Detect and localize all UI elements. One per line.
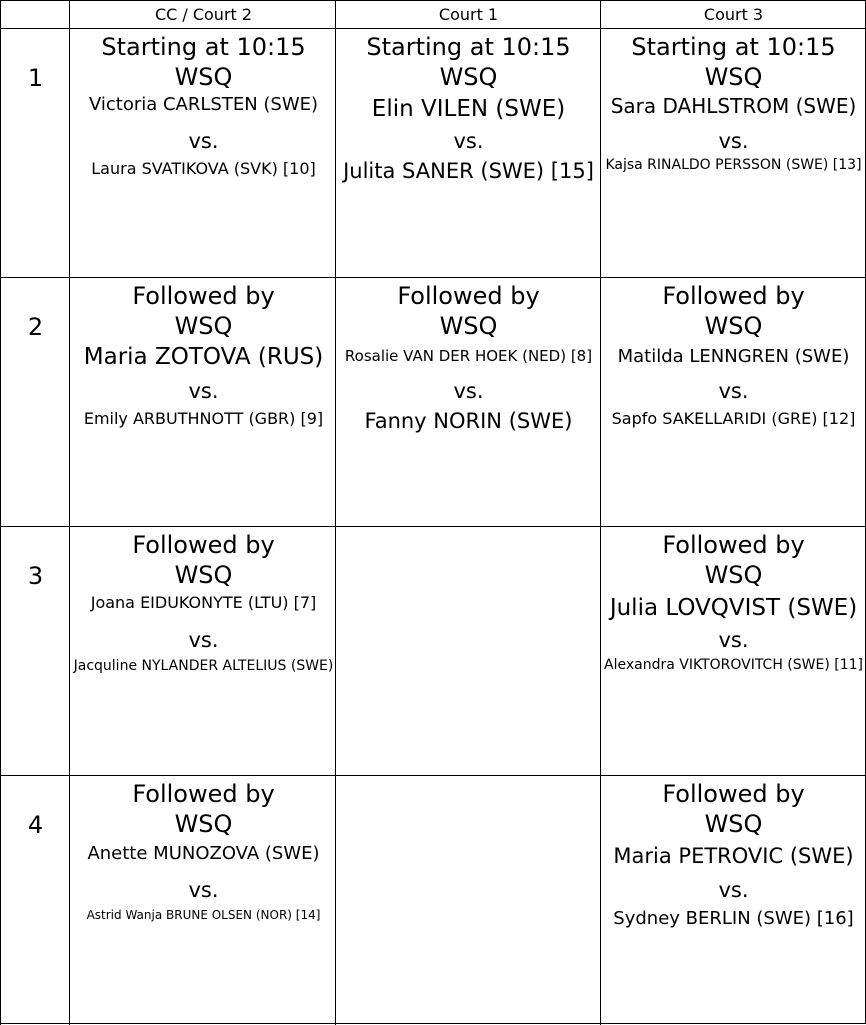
versus-label: vs. (188, 878, 219, 902)
match-cell (600, 775, 866, 1025)
player-one: Rosalie VAN DER HOEK (NED) [8] (344, 347, 593, 365)
player-two: Sydney BERLIN (SWE) [16] (613, 908, 854, 929)
match-start-time: Followed by (397, 282, 540, 310)
player-two: Julita SANER (SWE) [15] (343, 159, 594, 183)
match-cell (600, 28, 866, 278)
player-two: Sapfo SAKELLARIDI (GRE) [12] (611, 409, 856, 428)
player-two: Fanny NORIN (SWE) (364, 409, 573, 433)
player-one: Elin VILEN (SWE) (371, 96, 566, 122)
match-cell (335, 775, 601, 1025)
round-number: 4 (27, 811, 44, 839)
match-event: WSQ (704, 63, 763, 91)
player-one: Victoria CARLSTEN (SWE) (88, 94, 319, 115)
player-one: Maria ZOTOVA (RUS) (83, 344, 324, 370)
match-event: WSQ (174, 312, 233, 340)
player-one: Matilda LENNGREN (SWE) (617, 346, 850, 367)
player-two: Laura SVATIKOVA (SVK) [10] (91, 159, 316, 178)
versus-label: vs. (188, 379, 219, 403)
match-start-time: Followed by (662, 282, 805, 310)
versus-label: vs. (718, 878, 749, 902)
versus-label: vs. (718, 379, 749, 403)
player-two: Kajsa RINALDO PERSSON (SWE) [13] (605, 157, 862, 173)
match-cell (69, 775, 337, 1025)
versus-label: vs. (453, 129, 484, 153)
match-start-time: Followed by (132, 531, 275, 559)
match-start-time: Starting at 10:15 (366, 33, 571, 61)
match-event: WSQ (174, 810, 233, 838)
player-two: Jacquline NYLANDER ALTELIUS (SWE) (73, 658, 334, 674)
match-start-time: Starting at 10:15 (101, 33, 306, 61)
match-start-time: Starting at 10:15 (631, 33, 836, 61)
match-start-time: Followed by (662, 531, 805, 559)
round-number-cell (0, 28, 70, 278)
versus-label: vs. (718, 129, 749, 153)
match-start-time: Followed by (132, 282, 275, 310)
round-number-cell (0, 526, 70, 776)
match-start-time: Followed by (132, 780, 275, 808)
match-cell (69, 526, 337, 776)
player-one: Maria PETROVIC (SWE) (613, 844, 854, 868)
match-event: WSQ (174, 63, 233, 91)
match-cell (69, 277, 337, 527)
match-event: WSQ (439, 63, 498, 91)
player-one: Anette MUNOZOVA (SWE) (87, 843, 320, 864)
round-number: 1 (27, 64, 44, 92)
match-cell (335, 28, 601, 278)
header-court-cc: CC / Court 2 (69, 0, 337, 29)
match-cell (600, 277, 866, 527)
match-event: WSQ (704, 312, 763, 340)
round-number-cell (0, 775, 70, 1025)
player-one: Sara DAHLSTROM (SWE) (610, 94, 857, 118)
round-number: 2 (27, 313, 44, 341)
player-two: Alexandra VIKTOROVITCH (SWE) [11] (604, 657, 863, 673)
header-court-1: Court 1 (335, 0, 601, 29)
player-one: Julia LOVQVIST (SWE) (609, 595, 858, 621)
versus-label: vs. (453, 379, 484, 403)
player-two: Astrid Wanja BRUNE OLSEN (NOR) [14] (86, 908, 321, 922)
header-corner (0, 0, 70, 29)
match-event: WSQ (704, 561, 763, 589)
versus-label: vs. (718, 628, 749, 652)
versus-label: vs. (188, 628, 219, 652)
match-cell (335, 277, 601, 527)
match-cell (600, 526, 866, 776)
match-start-time: Followed by (662, 780, 805, 808)
round-number-cell (0, 277, 70, 527)
header-court-3: Court 3 (600, 0, 866, 29)
versus-label: vs. (188, 129, 219, 153)
player-two: Emily ARBUTHNOTT (GBR) [9] (83, 409, 324, 428)
match-event: WSQ (174, 561, 233, 589)
match-cell (335, 526, 601, 776)
match-event: WSQ (439, 312, 498, 340)
match-cell (69, 28, 337, 278)
round-number: 3 (27, 562, 44, 590)
match-event: WSQ (704, 810, 763, 838)
player-one: Joana EIDUKONYTE (LTU) [7] (90, 593, 317, 612)
